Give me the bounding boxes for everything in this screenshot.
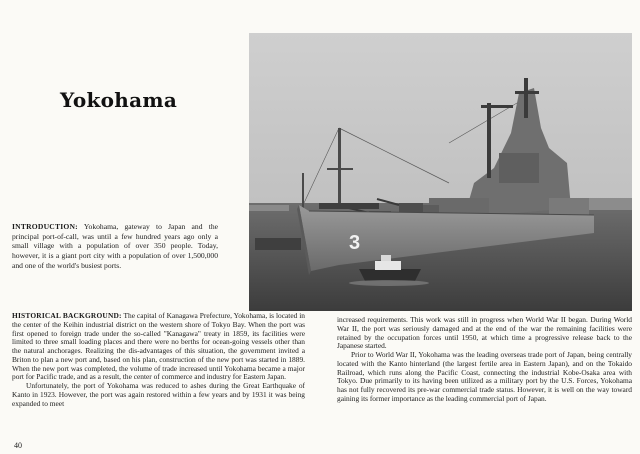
history-paragraph-1: The capital of Kanagawa Prefecture, Yokohama, is located in the center of the Keihin industrial district on the western shore of Tokyo Bay. When the port was first opened to foreign trade under the so-called "Kanagawa" treaty in 1859, its facilities were limited to three small loading places and there were no berths for ocean-going vessels other than the natural anchorages. Realizing the dis-advantages of this situation, the government invited a Briton to plan a new port and, based on his plan, construction of the new port was started in 1889. When the new port was completed, the volume of trade increased until Yokohama became a major port for Pacific trade, and as a result, the center of commerce and industry for Eastern Japan.	[12, 311, 305, 382]
history-paragraph-3: Prior to World War II, Yokohama was the leading overseas trade port of Japan, being centrally located with the Kanto hinterland (the largest fertile area in Eastern Japan), and on the Tokaido Railroad, which runs along the Pacific Coast, connecting the industrial Kobe-Osaka area with Tokyo. Due primarily to its having been utilized as a military port by the U.S. Forces, Yokohama has not fully recovered its pre-war commercial trade status. However, it is well on the way toward gaining its former importance as the leading commercial port of Japan.	[337, 350, 632, 403]
history-column-left	[12, 312, 305, 408]
warship-photo	[249, 33, 632, 311]
history-column-right	[337, 316, 632, 404]
history-paragraph-2-continued: increased requirements. This work was still in progress when World War II began. During World War II, the port was seriously damaged and at the end of the war the remaining facilities were retained by the occupation forces until 1950, at which time a progressive release back to the Japanese started.	[337, 315, 632, 351]
introduction-heading: INTRODUCTION:	[12, 222, 78, 231]
introduction-section	[12, 222, 218, 271]
introduction-text: Yokohama, gateway to Japan and the principal port-of-call, was until a few hundred years ago only a small village with a population of over 350 people. Today, however, it is a giant port city with a population of over 1,500,000 and one of the world's busiest ports.	[12, 222, 218, 270]
hull-number: 3	[349, 232, 361, 254]
history-paragraph-2: Unfortunately, the port of Yokohama was reduced to ashes during the Great Earthquake of Kanto in 1923. However, the port was again restored within a few years and by 1931 it was being expanded to meet	[12, 381, 305, 408]
page-number: 40	[14, 441, 22, 450]
history-heading: HISTORICAL BACKGROUND:	[12, 311, 122, 320]
page-title: Yokohama	[60, 88, 178, 112]
